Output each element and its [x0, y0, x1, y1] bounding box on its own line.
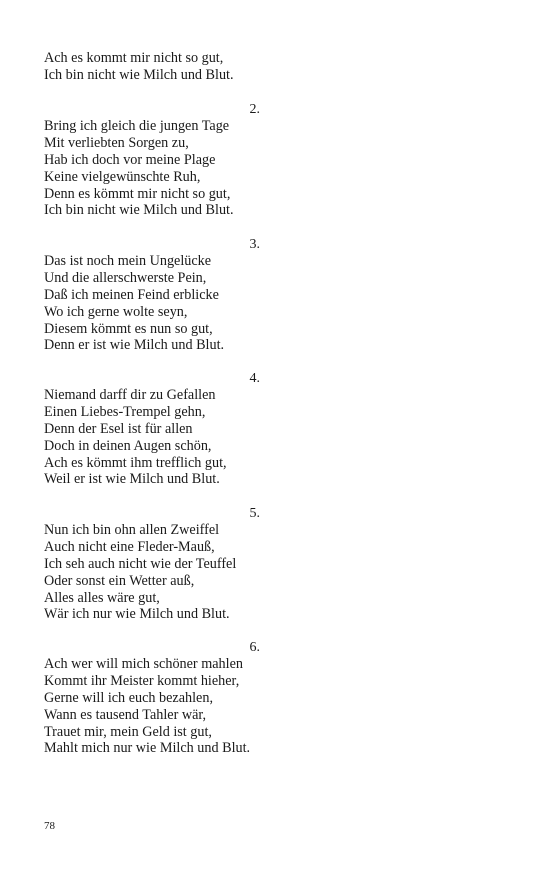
stanza-3: [44, 236, 284, 354]
stanza-number: 6.: [249, 640, 260, 655]
verse-line: Auch nicht eine Fleder-Mauß,: [44, 538, 215, 555]
stanza-number: 3.: [249, 237, 260, 252]
verse-line: Das ist noch mein Ungelücke: [44, 253, 212, 269]
stanza-number: 4.: [249, 371, 260, 386]
verse-line: Oder sonst ein Wetter auß,: [44, 572, 195, 589]
verse-line: Daß ich meinen Feind erblicke: [44, 286, 219, 303]
stanza-2: [44, 101, 284, 219]
verse-line: Niemand darff dir zu Gefallen: [44, 387, 216, 403]
verse-line: Ich seh auch nicht wie der Teuffel: [44, 555, 237, 572]
stanza-5: [44, 505, 284, 623]
verse-line: Trauet mir, mein Geld ist gut,: [44, 723, 212, 740]
verse-line: Ach wer will mich schöner mahlen: [44, 656, 243, 672]
verse-line: Diesem kömmt es nun so gut,: [44, 320, 213, 337]
verse-line: Bring ich gleich die jungen Tage: [44, 118, 230, 134]
verse-line: Gerne will ich euch bezahlen,: [44, 689, 213, 706]
verse-line: Alles alles wäre gut,: [44, 589, 160, 606]
stanza-4: [44, 370, 284, 488]
verse-line: Ach es kommt mir nicht so gut,: [44, 50, 224, 66]
verse-line: Nun ich bin ohn allen Zweiffel: [44, 522, 220, 538]
verse-line: Kommt ihr Meister kommt hieher,: [44, 672, 240, 689]
verse-line: Weil er ist wie Milch und Blut.: [44, 471, 220, 488]
stanza-number: 5.: [249, 506, 260, 521]
verse-line: Ach es kömmt ihm trefflich gut,: [44, 454, 227, 471]
verse-line: Mit verliebten Sorgen zu,: [44, 134, 189, 151]
verse-line: Doch in deinen Augen schön,: [44, 437, 212, 454]
verse-line: Ich bin nicht wie Milch und Blut.: [44, 66, 234, 83]
verse-line: Denn er ist wie Milch und Blut.: [44, 337, 225, 354]
verse-line: Einen Liebes-Trempel gehn,: [44, 403, 206, 420]
verse-line: Denn es kömmt mir nicht so gut,: [44, 185, 231, 202]
stanza-1: [44, 50, 284, 84]
verse-line: Ich bin nicht wie Milch und Blut.: [44, 202, 234, 219]
verse-line: Keine vielgewünschte Ruh,: [44, 168, 201, 185]
verse-line: Mahlt mich nur wie Milch und Blut.: [44, 740, 251, 757]
verse-line: Wann es tausend Tahler wär,: [44, 706, 207, 723]
stanza-number: 2.: [249, 102, 260, 117]
verse-line: Hab ich doch vor meine Plage: [44, 151, 216, 168]
verse-line: Wär ich nur wie Milch und Blut.: [44, 606, 230, 623]
stanza-6: [44, 639, 284, 757]
verse-line: Wo ich gerne wolte seyn,: [44, 303, 188, 320]
verse-line: Und die allerschwerste Pein,: [44, 269, 207, 286]
page-number: 78: [44, 820, 55, 832]
verse-line: Denn der Esel ist für allen: [44, 420, 193, 437]
